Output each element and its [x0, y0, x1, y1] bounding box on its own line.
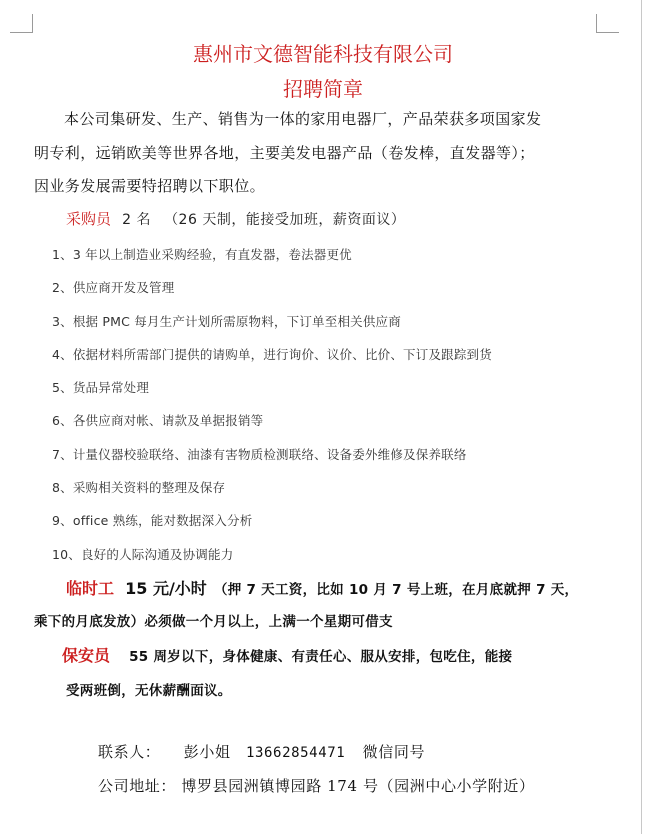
duty-item: 4、依据材料所需部门提供的请购单，进行询价、议价、比价、下订及跟踪到货 — [52, 347, 492, 362]
duty-item: 7、计量仪器校验联络、油漆有害物质检测联络、设备委外维修及保养联络 — [52, 447, 467, 462]
company-address: 博罗县园洲镇博园路 174 号（园洲中心小学附近） — [181, 777, 535, 795]
temp-worker-heading — [66, 576, 578, 599]
temp-worker-note-2: 乘下的月底发放）必须做一个月以上，上满一个星期可借支 — [34, 614, 393, 630]
crop-mark-top-left — [10, 14, 33, 33]
duty-item: 2、供应商开发及管理 — [52, 280, 175, 295]
duty-item: 10、良好的人际沟通及协调能力 — [52, 547, 234, 562]
contact-wechat: 微信同号 — [362, 743, 426, 761]
purchaser-heading — [66, 208, 405, 229]
company-title: 惠州市文德智能科技有限公司 — [193, 42, 453, 66]
temp-worker-title: 临时工 — [66, 579, 115, 598]
purchaser-count: 2 名 — [122, 212, 151, 228]
page-right-edge — [641, 0, 642, 834]
temp-worker-note-1: （押 7 天工资，比如 10 月 7 号上班，在月底就押 7 天， — [213, 582, 579, 598]
contact-phone: 13662854471 — [245, 745, 346, 761]
duty-item: 8、采购相关资料的整理及保存 — [52, 480, 226, 495]
contact-person-row — [98, 741, 425, 762]
duty-item: 1、3 年以上制造业采购经验，有直发器，卷法器更优 — [52, 247, 352, 262]
duty-item: 5、货品异常处理 — [52, 380, 150, 395]
address-label: 公司地址： — [98, 777, 177, 795]
guard-heading — [62, 643, 512, 666]
company-address-row — [98, 775, 535, 796]
intro-line-2: 明专利，远销欧美等世界各地，主要美发电器产品（卷发棒，直发器等）； — [34, 144, 535, 162]
guard-line-1: 55 周岁以下，身体健康、有责任心、服从安排，包吃住，能接 — [129, 649, 513, 665]
duty-item: 3、根据 PMC 每月生产计划所需原物料，下订单至相关供应商 — [52, 314, 401, 329]
crop-mark-top-right — [596, 14, 619, 33]
contact-name: 彭小姐 — [183, 743, 231, 761]
contact-label: 联系人： — [98, 743, 161, 761]
guard-title: 保安员 — [62, 646, 111, 665]
guard-line-2: 受两班倒，无休薪酬面议。 — [66, 683, 232, 699]
purchaser-title: 采购员 — [66, 210, 112, 228]
duty-item: 9、office 熟练，能对数据深入分析 — [52, 513, 253, 528]
intro-line-3: 因业务发展需要特招聘以下职位。 — [34, 177, 266, 195]
duty-item: 6、各供应商对帐、请款及单据报销等 — [52, 413, 264, 428]
purchaser-terms: （26 天制，能接受加班，薪资面议） — [164, 212, 406, 228]
recruitment-subtitle: 招聘简章 — [283, 77, 363, 101]
intro-line-1: 本公司集研发、生产、销售为一体的家用电器厂，产品荣获多项国家发 — [64, 110, 542, 128]
temp-worker-pay: 15 元/小时 — [125, 579, 207, 598]
